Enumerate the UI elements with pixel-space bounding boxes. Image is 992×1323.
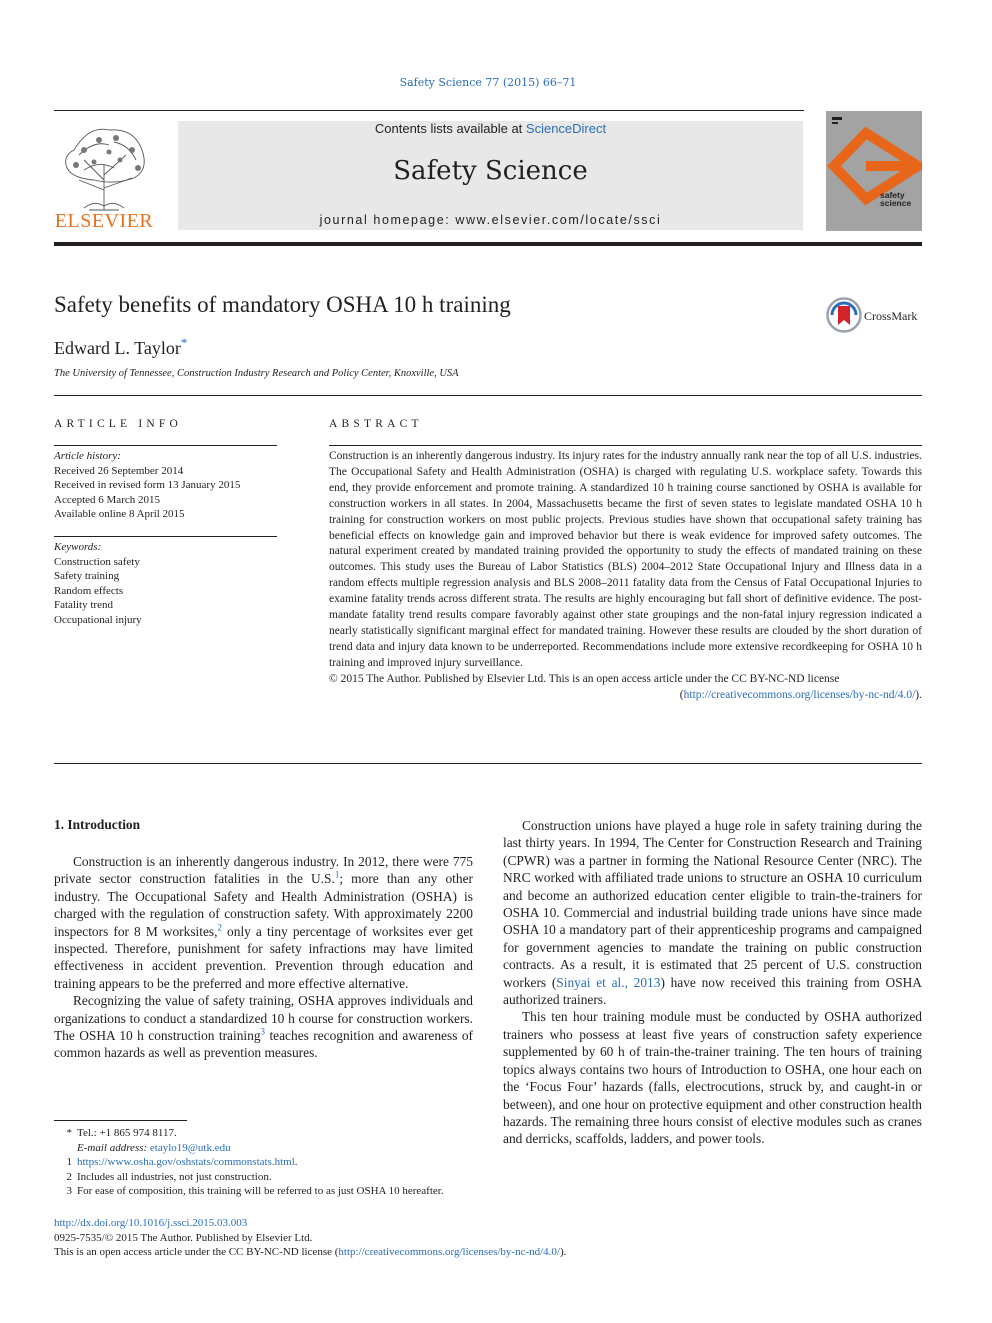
article-history (54, 449, 277, 522)
section-title-introduction: 1. Introduction (54, 817, 141, 832)
cover-artwork (826, 111, 922, 231)
keyword: Fatality trend (54, 599, 113, 611)
oa-suffix: ). (560, 1246, 567, 1259)
author-name (54, 335, 187, 359)
sciencedirect-link[interactable]: ScienceDirect (525, 121, 607, 136)
footnote-item (54, 1155, 473, 1170)
footnote-item (54, 1184, 473, 1199)
license-close-paren: ). (915, 688, 922, 701)
history-revised: Received in revised form 13 January 2015 (54, 479, 241, 491)
body-column-right (503, 817, 922, 1148)
oa-license-link[interactable]: http://creativecommons.org/licenses/by-nc-nd/4.0/ (338, 1246, 560, 1259)
journal-homepage[interactable]: journal homepage: www.elsevier.com/locate/ssci (319, 213, 662, 227)
footnote-mark (54, 1141, 77, 1156)
footnote-item (54, 1141, 473, 1156)
footnote-rule (54, 1120, 187, 1121)
license-open-paren: ( (679, 688, 684, 701)
oa-prefix: This is an open access article under the CC BY-NC-ND license ( (54, 1246, 339, 1259)
abstract-rule (329, 445, 922, 446)
header-rule (54, 110, 804, 111)
footnote-text: For ease of composition, this training will be referred to as just OSHA 10 hereafter. (77, 1185, 444, 1198)
footnote-mark: 3 (66, 1185, 72, 1198)
paragraph: Construction is an inherently dangerous industry. In 2012, there were 775 private sector construction fatalities in the U.S.$^1$; more than any other industry. The Occupational Safety and Health Administration (OSHA) is charged with the regulation of construction safety. With approximately 2200 inspectors for 8 M worksites,$^2$ only a tiny percentage of worksites ever get inspected. Therefore, punishment for safety infractions may have limited effectiveness in accident prevention. Prevention through education and training appears to be the preferred and more effective alternative. (54, 854, 474, 991)
footnote-text: . (294, 1156, 298, 1169)
contents-line (178, 121, 803, 136)
keyword: Random effects (54, 584, 124, 597)
paragraph: Construction unions have played a huge role in safety training during the last thirty years. In 1994, The Center for Construction Research and Training (CPWR) was a partner in forming the National Resource Center (NRC). The NRC worked with affiliated trade unions to structure an OSHA 10 curriculum and become an authorized education center eligible to train-the-trainers for OSHA 10. Commercial and industrial building trade unions have since made OSHA 10 a mandatory part of their apprenticeship programs and campaigned for government agencies to mandate the training on public construction contracts. As a result, it is estimated that 25 percent of U.S. construction workers (Sinyai et al., 2013) have now received this training from OSHA authorized trainers. (503, 818, 922, 1008)
footnote-text: Includes all industries, not just construction. (77, 1170, 272, 1183)
abstract-copyright: © 2015 The Author. Published by Elsevier Ltd. This is an open access article under the CC BY-NC-ND license (329, 672, 840, 685)
license-link[interactable]: http://creativecommons.org/licenses/by-nc-nd/4.0/ (683, 688, 916, 701)
contents-prefix: Contents lists available at (374, 121, 526, 136)
elsevier-wordmark: ELSEVIER (54, 210, 154, 232)
crossmark-icon[interactable] (826, 297, 862, 333)
footnote-item (54, 1170, 473, 1185)
footnote-mark: 1 (66, 1156, 72, 1169)
article-info-rule (54, 445, 277, 446)
footnote-ref-1[interactable]: 1 (334, 869, 340, 880)
affiliation-rule (54, 395, 922, 396)
author-footnote-mark[interactable]: * (180, 335, 188, 350)
open-access-line (54, 1245, 922, 1260)
footnotes (54, 1126, 473, 1199)
footnote-item (54, 1126, 473, 1141)
paragraph: This ten hour training module must be conducted by OSHA authorized trainers who possess at least five years of construction safety experience supplemented by 60 h of train-the-trainer training. The ten hours of training topics always contains two hours of Introduction to OSHA, one hour each on the ‘Focus Four’ hazards (falls, electrocutions, struck by, and caught-in or between), and one hour on protective equipment and other construction health hazards. The remaining three hours consist of elective modules such as cranes and derricks, scaffolds, ladders, and power tools. (503, 1009, 922, 1147)
keywords-label: Keywords: (54, 541, 102, 553)
body-column-left (54, 853, 473, 1062)
journal-citation[interactable]: Safety Science 77 (2015) 66–71 (399, 76, 577, 89)
citation-link[interactable]: Sinyai et al., 2013 (556, 974, 661, 990)
cover-label-line-1: safety (880, 190, 905, 200)
footnote-ref-3[interactable]: 3 (260, 1026, 266, 1037)
keywords-rule (54, 536, 277, 537)
history-online: Available online 8 April 2015 (54, 508, 185, 520)
keyword: Construction safety (54, 555, 140, 568)
abstract-text: Construction is an inherently dangerous industry. Its injury rates for the industry annually rank near the top of all U.S. industries. The Occupational Safety and Health Administration (OSHA) is charged with regulating U.S. workplace safety. Towards this end, they provide enforcement and promote training. A standardized 10 h training course sanctioned by OSHA is available for construction workers in all states. In 2004, Massachusetts became the first of seven states to legislate mandated OSHA 10 h training for construction workers on most public projects. Previous studies have shown that occupational safety training has beneficial effects on knowledge gain and improved behavior but there is weak evidence for improved safety outcomes. The natural experiment created by mandated training provided the opportunity to study the effects of mandated training on these outcomes. This study uses the Bureau of Labor Statistics (BLS) 2004–2012 State Occupational Injury and Illness data in a random effects multiple regression analysis and BLS 2008–2011 fatality data from the Census of Fatal Occupational Injuries to examine fatality trends across different strata. The results are highly encouraging but fall short of definitive evidence. The post-mandate fatality trend results compare favorably against other state groupings and the non-fatal injury regression indicated a nearly statistically significant marginal effect for mandated training. However these results are clouded by the short duration of trend data and injury data known to be underreported. Recommendations include more extensive recordkeeping for OSHA 10 h training and improved injury surveillance. (329, 450, 922, 669)
article-info-heading: ARTICLE INFO (54, 418, 182, 430)
journal-cover (826, 111, 922, 231)
keyword: Occupational injury (54, 613, 142, 626)
author-affiliation: The University of Tennessee, Construction Industry Research and Policy Center, Knoxville, USA (54, 368, 459, 379)
crossmark-label[interactable]: CrossMark (864, 309, 918, 323)
abstract-heading: ABSTRACT (329, 418, 423, 430)
footnote-ref-2[interactable]: 2 (217, 922, 222, 933)
footnote-text: Tel.: +1 865 974 8117. (77, 1127, 177, 1139)
paragraph: Recognizing the value of safety training, OSHA approves individuals and organizations to conduct a standardized 10 h course for construction workers. The OSHA 10 h construction training$^3$ teaches recognition and awareness of common hazards as well as prevention measures. (54, 993, 473, 1061)
footnote-mark: 2 (66, 1170, 72, 1183)
abstract-license (329, 688, 922, 704)
cover-label-line-2: science (880, 198, 912, 208)
cover-label (880, 191, 911, 207)
history-received: Received 26 September 2014 (54, 464, 184, 477)
footnote-link[interactable]: https://www.osha.gov/oshstats/commonstats.html (77, 1156, 295, 1169)
history-label: Article history: (54, 450, 121, 462)
article-title: Safety benefits of mandatory OSHA 10 h training (54, 292, 511, 317)
front-matter-rule (54, 763, 922, 764)
issn-line: 0925-7535/© 2015 The Author. Published by Elsevier Ltd. (54, 1231, 313, 1244)
page-footer (54, 1216, 922, 1260)
footnote-label: E-mail address: (77, 1141, 148, 1154)
doi-link[interactable]: http://dx.doi.org/10.1016/j.ssci.2015.03.003 (54, 1217, 248, 1229)
email-link[interactable]: etaylo19@utk.edu (149, 1141, 231, 1154)
keywords-list (54, 540, 277, 627)
journal-name: Safety Science (393, 156, 588, 186)
history-accepted: Accepted 6 March 2015 (54, 493, 160, 506)
keyword: Safety training (54, 570, 120, 582)
abstract-body (329, 449, 922, 704)
header-thick-rule (54, 242, 922, 246)
author-text: Edward L. Taylor (54, 338, 181, 358)
footnote-mark: * (66, 1127, 72, 1139)
